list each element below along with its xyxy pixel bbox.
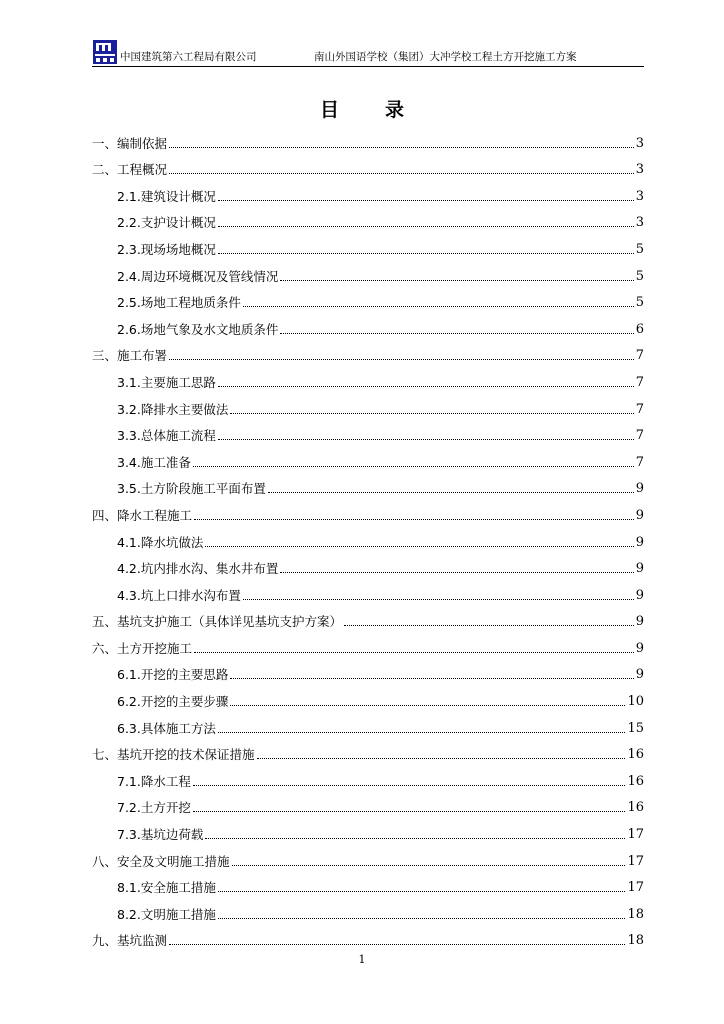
company-name: 中国建筑第六工程局有限公司 bbox=[120, 51, 257, 63]
toc-entry-label: 四、降水工程施工 bbox=[92, 507, 193, 523]
toc-entry[interactable] bbox=[92, 895, 644, 922]
toc-entry-label: 4.3.坑上口排水沟布置 bbox=[117, 587, 241, 603]
toc-entry-page: 6 bbox=[635, 321, 644, 337]
toc-entry-label: 五、基坑支护施工（具体详见基坑支护方案） bbox=[92, 614, 343, 630]
toc-entry-page: 9 bbox=[635, 561, 644, 577]
dot-leader bbox=[169, 358, 634, 360]
dot-leader bbox=[268, 491, 634, 493]
toc-entry[interactable] bbox=[92, 815, 644, 842]
toc-entry-page: 7 bbox=[635, 454, 644, 470]
toc-entry-label: 8.1.安全施工措施 bbox=[117, 880, 216, 896]
dot-leader bbox=[280, 332, 633, 334]
toc-entry-page: 7 bbox=[635, 348, 644, 364]
toc-entry[interactable] bbox=[92, 656, 644, 683]
dot-leader bbox=[344, 624, 634, 626]
dot-leader bbox=[218, 199, 634, 201]
toc-entry-label: 7.2.土方开挖 bbox=[117, 800, 191, 816]
toc-entry[interactable] bbox=[92, 603, 644, 630]
toc-entry-page: 5 bbox=[635, 295, 644, 311]
toc-entry-label: 8.2.文明施工措施 bbox=[117, 906, 216, 922]
toc-entry-label: 3.4.施工准备 bbox=[117, 454, 191, 470]
toc-entry-label: 4.1.降水坑做法 bbox=[117, 534, 204, 550]
company-logo-icon bbox=[93, 40, 117, 64]
dot-leader bbox=[218, 225, 634, 227]
toc-entry[interactable] bbox=[92, 550, 644, 577]
toc-entry-label: 六、土方开挖施工 bbox=[92, 640, 193, 656]
toc-entry-label: 3.3.总体施工流程 bbox=[117, 428, 216, 444]
toc-entry[interactable] bbox=[92, 204, 644, 231]
toc-entry-label: 八、安全及文明施工措施 bbox=[92, 853, 230, 869]
table-of-contents bbox=[92, 124, 644, 948]
toc-entry[interactable] bbox=[92, 709, 644, 736]
page-number: 1 bbox=[358, 953, 366, 966]
toc-entry-page: 15 bbox=[627, 720, 644, 736]
dot-leader bbox=[230, 412, 633, 414]
toc-entry-label: 一、编制依据 bbox=[92, 135, 168, 151]
toc-entry[interactable] bbox=[92, 682, 644, 709]
toc-entry-page: 18 bbox=[627, 906, 644, 922]
dot-leader bbox=[218, 731, 626, 733]
toc-entry-page: 7 bbox=[635, 401, 644, 417]
toc-entry-label: 3.5.土方阶段施工平面布置 bbox=[117, 481, 266, 497]
toc-entry[interactable] bbox=[92, 124, 644, 151]
toc-entry-label: 2.6.场地气象及水文地质条件 bbox=[117, 321, 279, 337]
toc-entry-page: 5 bbox=[635, 241, 644, 257]
dot-leader bbox=[205, 837, 625, 839]
toc-entry-page: 9 bbox=[635, 640, 644, 656]
dot-leader bbox=[169, 146, 634, 148]
toc-entry[interactable] bbox=[92, 496, 644, 523]
toc-entry-page: 9 bbox=[635, 481, 644, 497]
dot-leader bbox=[218, 890, 626, 892]
toc-entry[interactable] bbox=[92, 230, 644, 257]
toc-entry[interactable] bbox=[92, 523, 644, 550]
toc-entry-label: 2.1.建筑设计概况 bbox=[117, 188, 216, 204]
dot-leader bbox=[194, 518, 634, 520]
page-header bbox=[92, 36, 644, 67]
toc-entry-label: 6.3.具体施工方法 bbox=[117, 720, 216, 736]
toc-entry-page: 3 bbox=[635, 188, 644, 204]
dot-leader bbox=[230, 677, 633, 679]
toc-entry[interactable] bbox=[92, 363, 644, 390]
toc-entry-page: 18 bbox=[627, 933, 644, 949]
toc-entry-page: 9 bbox=[635, 587, 644, 603]
dot-leader bbox=[194, 651, 634, 653]
toc-entry[interactable] bbox=[92, 310, 644, 337]
project-title: 南山外国语学校（集团）大冲学校工程土方开挖施工方案 bbox=[314, 51, 577, 63]
dot-leader bbox=[193, 810, 626, 812]
toc-entry-page: 9 bbox=[635, 534, 644, 550]
dot-leader bbox=[218, 438, 634, 440]
toc-entry-label: 3.2.降排水主要做法 bbox=[117, 401, 229, 417]
toc-entry[interactable] bbox=[92, 417, 644, 444]
dot-leader bbox=[205, 545, 633, 547]
toc-entry-page: 17 bbox=[627, 880, 644, 896]
toc-entry-page: 5 bbox=[635, 268, 644, 284]
toc-entry[interactable] bbox=[92, 869, 644, 896]
dot-leader bbox=[243, 305, 634, 307]
toc-entry[interactable] bbox=[92, 789, 644, 816]
toc-entry-label: 七、基坑开挖的技术保证措施 bbox=[92, 747, 255, 763]
toc-entry-label: 7.3.基坑边荷载 bbox=[117, 827, 204, 843]
toc-entry-page: 10 bbox=[627, 694, 644, 710]
dot-leader bbox=[232, 864, 626, 866]
toc-entry-label: 2.3.现场场地概况 bbox=[117, 241, 216, 257]
dot-leader bbox=[169, 172, 634, 174]
toc-entry[interactable] bbox=[92, 842, 644, 869]
toc-entry[interactable] bbox=[92, 257, 644, 284]
toc-entry-page: 16 bbox=[627, 773, 644, 789]
dot-leader bbox=[280, 571, 633, 573]
toc-entry-page: 17 bbox=[627, 827, 644, 843]
toc-entry-page: 3 bbox=[635, 162, 644, 178]
toc-entry[interactable] bbox=[92, 470, 644, 497]
toc-entry[interactable] bbox=[92, 443, 644, 470]
dot-leader bbox=[193, 784, 626, 786]
toc-entry-label: 6.1.开挖的主要思路 bbox=[117, 667, 229, 683]
toc-entry-label: 2.4.周边环境概况及管线情况 bbox=[117, 268, 279, 284]
toc-entry-page: 17 bbox=[627, 853, 644, 869]
toc-entry[interactable] bbox=[92, 576, 644, 603]
dot-leader bbox=[218, 252, 634, 254]
dot-leader bbox=[230, 704, 625, 706]
toc-title: 目录 bbox=[319, 99, 450, 121]
toc-entry-label: 6.2.开挖的主要步骤 bbox=[117, 694, 229, 710]
toc-entry-page: 16 bbox=[627, 800, 644, 816]
dot-leader bbox=[193, 465, 634, 467]
toc-entry[interactable] bbox=[92, 922, 644, 949]
toc-entry-label: 二、工程概况 bbox=[92, 162, 168, 178]
toc-entry-label: 九、基坑监测 bbox=[92, 933, 168, 949]
toc-entry[interactable] bbox=[92, 390, 644, 417]
dot-leader bbox=[257, 757, 626, 759]
dot-leader bbox=[280, 279, 633, 281]
dot-leader bbox=[218, 917, 626, 919]
toc-entry-label: 3.1.主要施工思路 bbox=[117, 374, 216, 390]
toc-entry-page: 9 bbox=[635, 614, 644, 630]
toc-entry-label: 2.5.场地工程地质条件 bbox=[117, 295, 241, 311]
toc-entry-page: 3 bbox=[635, 215, 644, 231]
toc-entry[interactable] bbox=[92, 337, 644, 364]
toc-entry-label: 7.1.降水工程 bbox=[117, 773, 191, 789]
dot-leader bbox=[243, 598, 634, 600]
toc-entry-page: 9 bbox=[635, 667, 644, 683]
toc-entry-label: 2.2.支护设计概况 bbox=[117, 215, 216, 231]
toc-entry[interactable] bbox=[92, 762, 644, 789]
toc-entry[interactable] bbox=[92, 629, 644, 656]
toc-entry-label: 4.2.坑内排水沟、集水井布置 bbox=[117, 561, 279, 577]
toc-entry[interactable] bbox=[92, 151, 644, 178]
toc-entry-page: 16 bbox=[627, 747, 644, 763]
toc-entry-label: 三、施工布署 bbox=[92, 348, 168, 364]
dot-leader bbox=[169, 943, 625, 945]
dot-leader bbox=[218, 385, 634, 387]
toc-entry[interactable] bbox=[92, 736, 644, 763]
toc-entry-page: 9 bbox=[635, 507, 644, 523]
toc-entry-page: 7 bbox=[635, 428, 644, 444]
toc-entry-page: 7 bbox=[635, 374, 644, 390]
toc-entry-page: 3 bbox=[635, 135, 644, 151]
toc-entry[interactable] bbox=[92, 284, 644, 311]
toc-entry[interactable] bbox=[92, 177, 644, 204]
